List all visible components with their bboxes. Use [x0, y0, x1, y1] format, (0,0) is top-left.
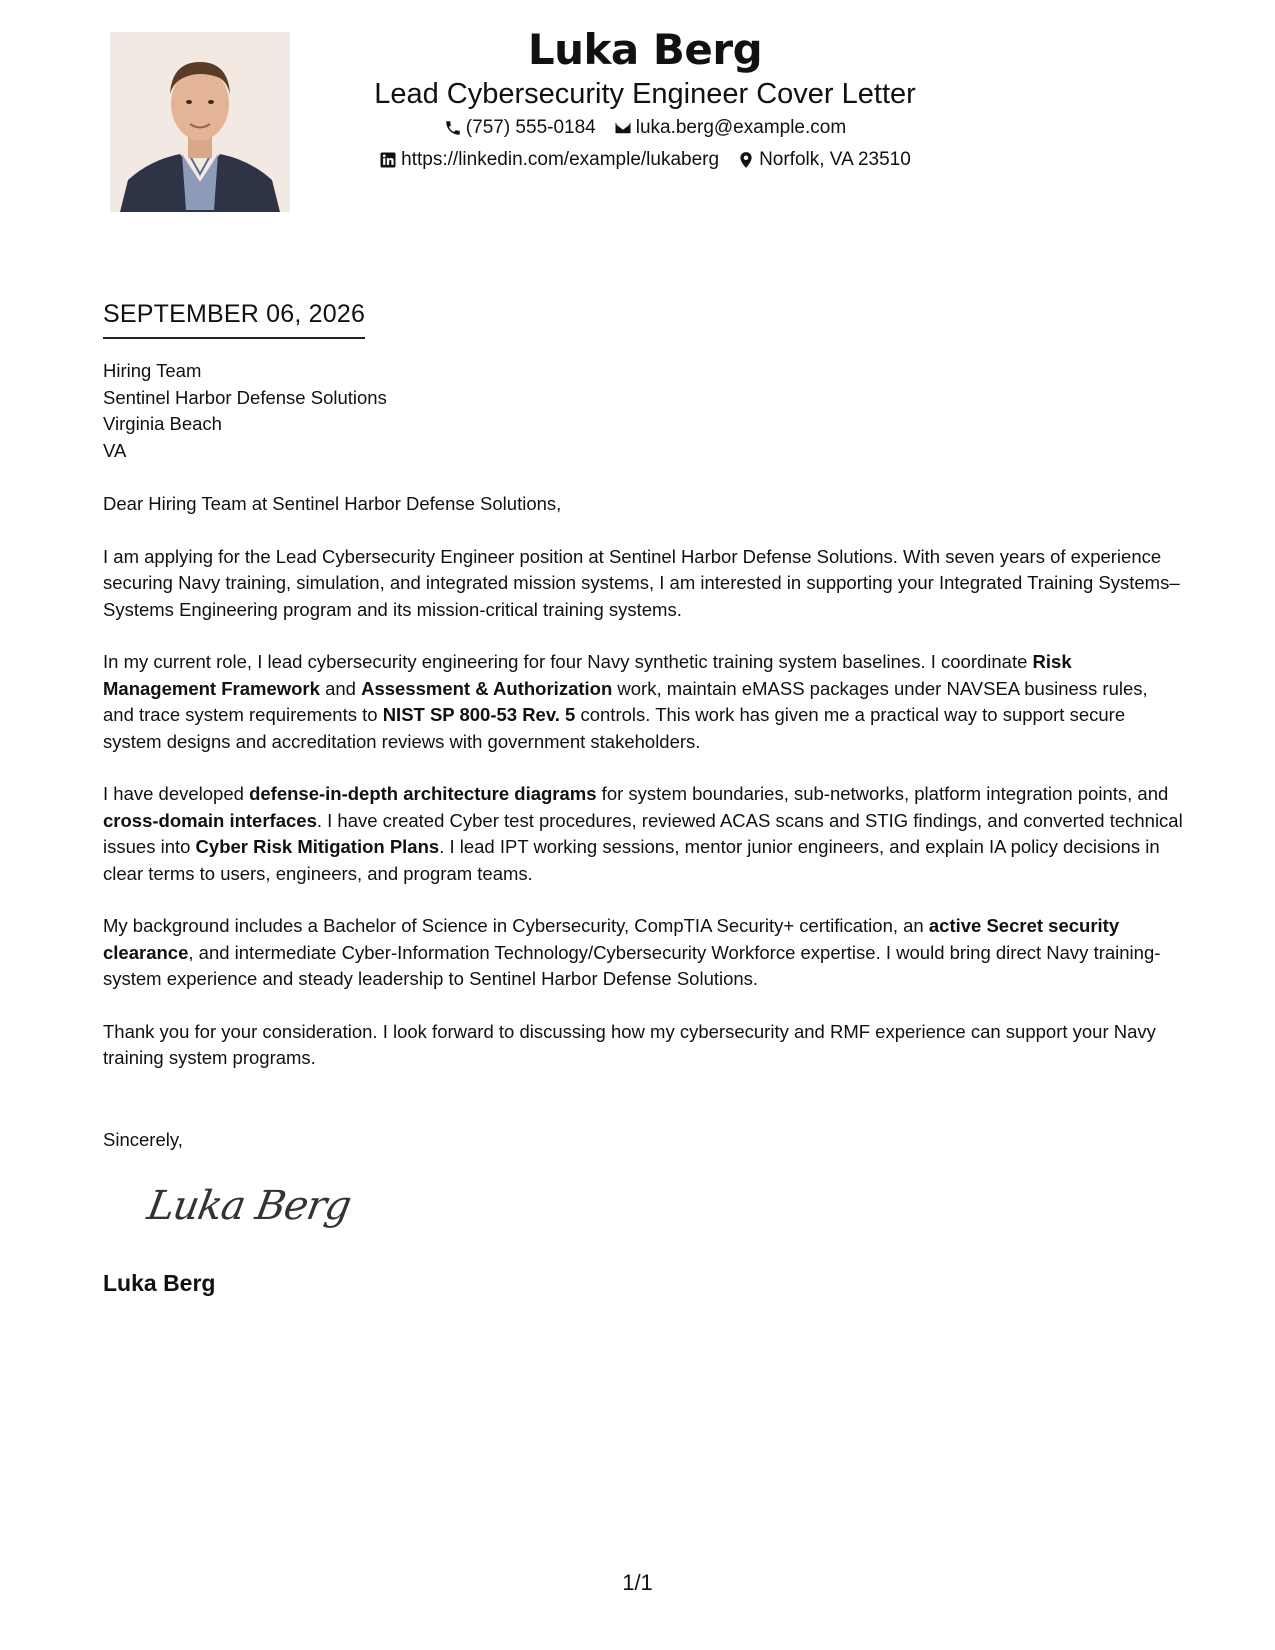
recipient-line: Hiring Team — [103, 360, 202, 381]
contact-row-2 — [340, 144, 950, 176]
salutation: Dear Hiring Team at Sentinel Harbor Defense Solutions, — [103, 493, 562, 514]
document-title: Lead Cybersecurity Engineer Cover Letter — [374, 78, 916, 110]
profile-photo — [110, 32, 290, 212]
page-number: 1/1 — [622, 1570, 653, 1595]
paragraph-text: . I have created Cyber test procedures, reviewed ACAS scans and STIG findings, and converted technical issues into — [103, 809, 1183, 857]
paragraph-text: In my current role, I lead cybersecurity engineering for four Navy synthetic training system baselines. I coordinate — [103, 651, 1033, 672]
paragraph-text: work, maintain eMASS packages under NAVSEA business rules, and trace system requirements to — [103, 677, 1148, 725]
phone-text: (757) 555-0184 — [465, 117, 596, 138]
paragraph-text: for system boundaries, sub-networks, platform integration points, and — [596, 783, 1169, 804]
location-text: Norfolk, VA 23510 — [759, 149, 911, 170]
bold-text: Cyber Risk Mitigation Plans — [195, 836, 440, 857]
paragraph-text: controls. This work has given me a practical way to support secure system designs and accreditation reviews with government stakeholders. — [103, 704, 1126, 752]
linkedin-text: https://linkedin.com/example/lukaberg — [401, 149, 720, 170]
letter-header — [340, 22, 950, 176]
paragraph-text: , and intermediate Cyber-Information Technology/Cybersecurity Workforce expertise. I would bring direct Navy training-system experience and steady leadership to Sentinel Harbor Defense Solutions. — [103, 941, 1161, 989]
phone-icon — [444, 119, 462, 137]
bold-text: cross-domain interfaces — [103, 809, 317, 831]
envelope-icon — [614, 119, 632, 137]
paragraph-text: Thank you for your consideration. I look forward to discussing how my cybersecurity and RMF experience can support your Navy training system programs. — [103, 1020, 1156, 1068]
closing: Sincerely, — [103, 1128, 183, 1150]
body-paragraph — [103, 544, 1183, 624]
recipient-line: Virginia Beach — [103, 413, 222, 434]
letter-date: SEPTEMBER 06, 2026 — [103, 300, 365, 339]
recipient-line: VA — [103, 439, 127, 461]
body-paragraph — [103, 781, 1183, 887]
bold-text: Assessment & Authorization — [361, 677, 613, 699]
bold-text: defense-in-depth architecture diagrams — [249, 783, 597, 804]
contact-linkedin[interactable] — [379, 144, 719, 176]
paragraph-text: and — [319, 677, 362, 699]
applicant-name: Luka Berg — [527, 25, 763, 74]
handwritten-signature: Luka Berg — [143, 1183, 354, 1229]
body-paragraph — [103, 913, 1183, 993]
contact-row-1 — [340, 112, 950, 144]
contact-phone[interactable] — [444, 112, 596, 144]
contact-location — [737, 144, 911, 176]
recipient-line: Sentinel Harbor Defense Solutions — [103, 386, 387, 408]
paragraph-text: . I lead IPT working sessions, mentor junior engineers, and explain IA policy decisions in clear terms to users, engineers, and program teams. — [103, 836, 1160, 884]
recipient-block — [103, 358, 1183, 464]
letter-body — [103, 358, 1183, 1153]
paragraph-text: My background includes a Bachelor of Science in Cybersecurity, CompTIA Security+ certification, an — [103, 915, 929, 936]
paragraph-text: I have developed — [103, 783, 250, 804]
signer-name: Luka Berg — [103, 1270, 216, 1296]
profile-photo-illustration — [110, 32, 290, 212]
body-paragraph — [103, 1019, 1183, 1072]
bold-text: Risk Management Framework — [103, 651, 1072, 699]
bold-text: NIST SP 800-53 Rev. 5 — [382, 704, 576, 725]
bold-text: active Secret security clearance — [103, 915, 1120, 963]
paragraph-text: I am applying for the Lead Cybersecurity Engineer position at Sentinel Harbor Defense Solutions. With seven years of experience securing Navy training, simulation, and integrated mission systems, I am interested in supporting your Integrated Training Systems–Systems Engineering program and its mission-critical training systems. — [103, 545, 1180, 620]
contact-email[interactable] — [614, 112, 846, 144]
email-text: luka.berg@example.com — [635, 117, 847, 138]
linkedin-icon — [379, 151, 397, 169]
body-paragraph — [103, 649, 1183, 755]
map-pin-icon — [737, 151, 755, 169]
